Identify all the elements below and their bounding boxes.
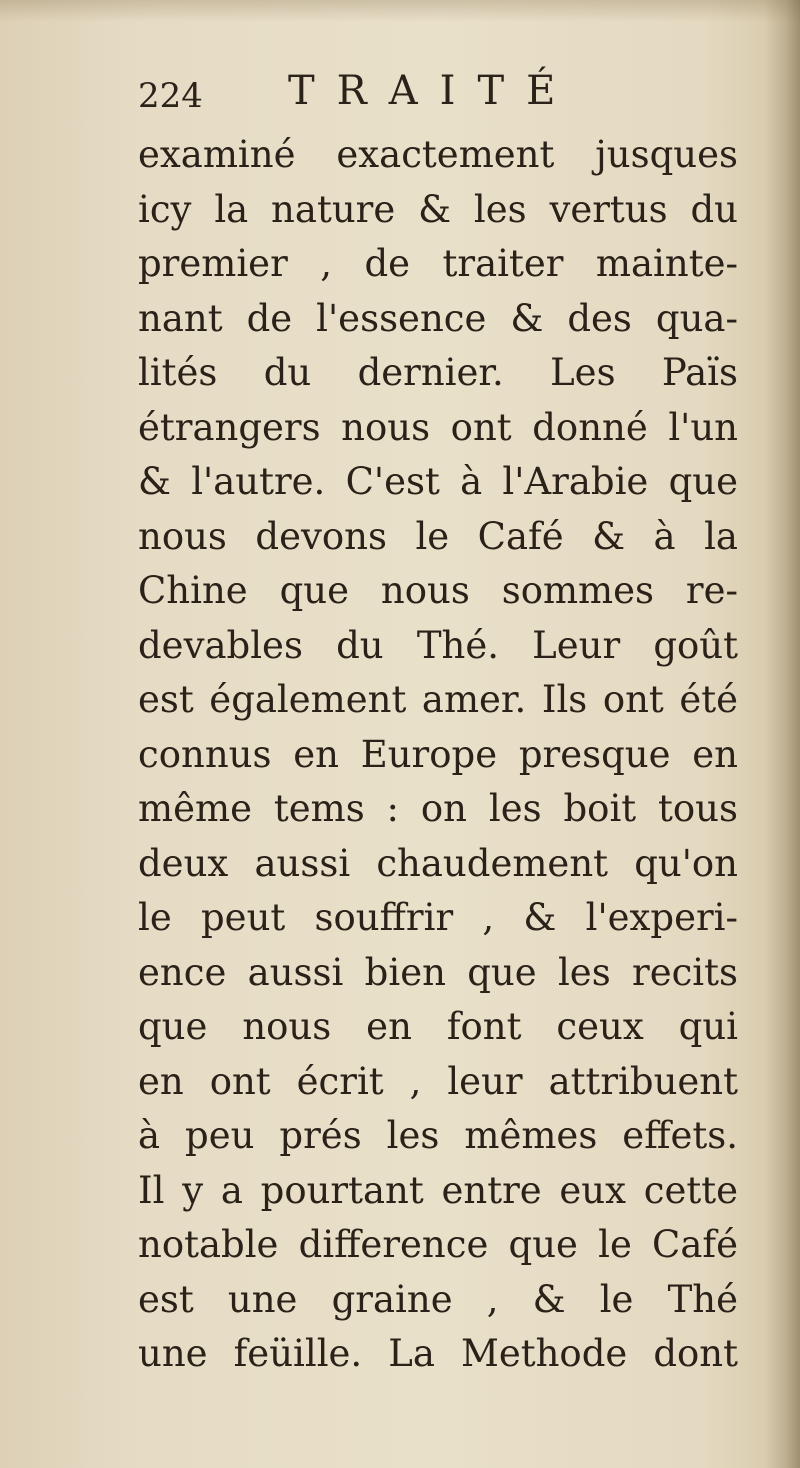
text-line-22: est une graine , & le Thé bbox=[138, 1277, 738, 1321]
text-line-11: est également amer. Ils ont été bbox=[138, 678, 738, 721]
text-line-14: deux aussi chaudement qu'on bbox=[138, 841, 738, 885]
page-top-edge bbox=[0, 0, 800, 22]
text-line-23: une feüille. La Methode dont bbox=[138, 1332, 738, 1375]
text-line-4: nant de l'essence & des qua- bbox=[138, 296, 738, 340]
text-line-20: Il y a pourtant entre eux cette bbox=[138, 1168, 738, 1212]
running-head bbox=[138, 66, 738, 126]
text-line-7: & l'autre. C'est à l'Arabie que bbox=[138, 460, 738, 503]
running-title: TRAITÉ bbox=[288, 68, 578, 114]
body-text bbox=[138, 128, 738, 1382]
text-line-8: nous devons le Café & à la bbox=[138, 514, 738, 558]
text-line-16: ence aussi bien que les recits bbox=[138, 950, 738, 994]
text-line-6: étrangers nous ont donné l'un bbox=[138, 405, 738, 449]
text-line-17: que nous en font ceux qui bbox=[138, 1005, 738, 1048]
page-fold-shadow bbox=[764, 0, 800, 1468]
text-line-18: en ont écrit , leur attribuent bbox=[138, 1059, 738, 1103]
text-line-9: Chine que nous sommes re- bbox=[138, 569, 738, 612]
text-line-13: même tems : on les boit tous bbox=[138, 787, 738, 830]
text-line-12: connus en Europe presque en bbox=[138, 732, 738, 776]
text-line-10: devables du Thé. Leur goût bbox=[138, 623, 738, 667]
text-line-19: à peu prés les mêmes effets. bbox=[138, 1114, 738, 1157]
text-line-5: lités du dernier. Les Païs bbox=[138, 351, 738, 394]
text-line-3: premier , de traiter mainte- bbox=[138, 242, 738, 285]
text-line-1: examiné exactement jusques bbox=[138, 133, 738, 176]
text-line-21: notable difference que le Café bbox=[138, 1223, 738, 1266]
text-line-2: icy la nature & les vertus du bbox=[138, 187, 738, 231]
text-line-15: le peut souffrir , & l'experi- bbox=[138, 896, 738, 939]
page-number: 224 bbox=[138, 76, 203, 116]
